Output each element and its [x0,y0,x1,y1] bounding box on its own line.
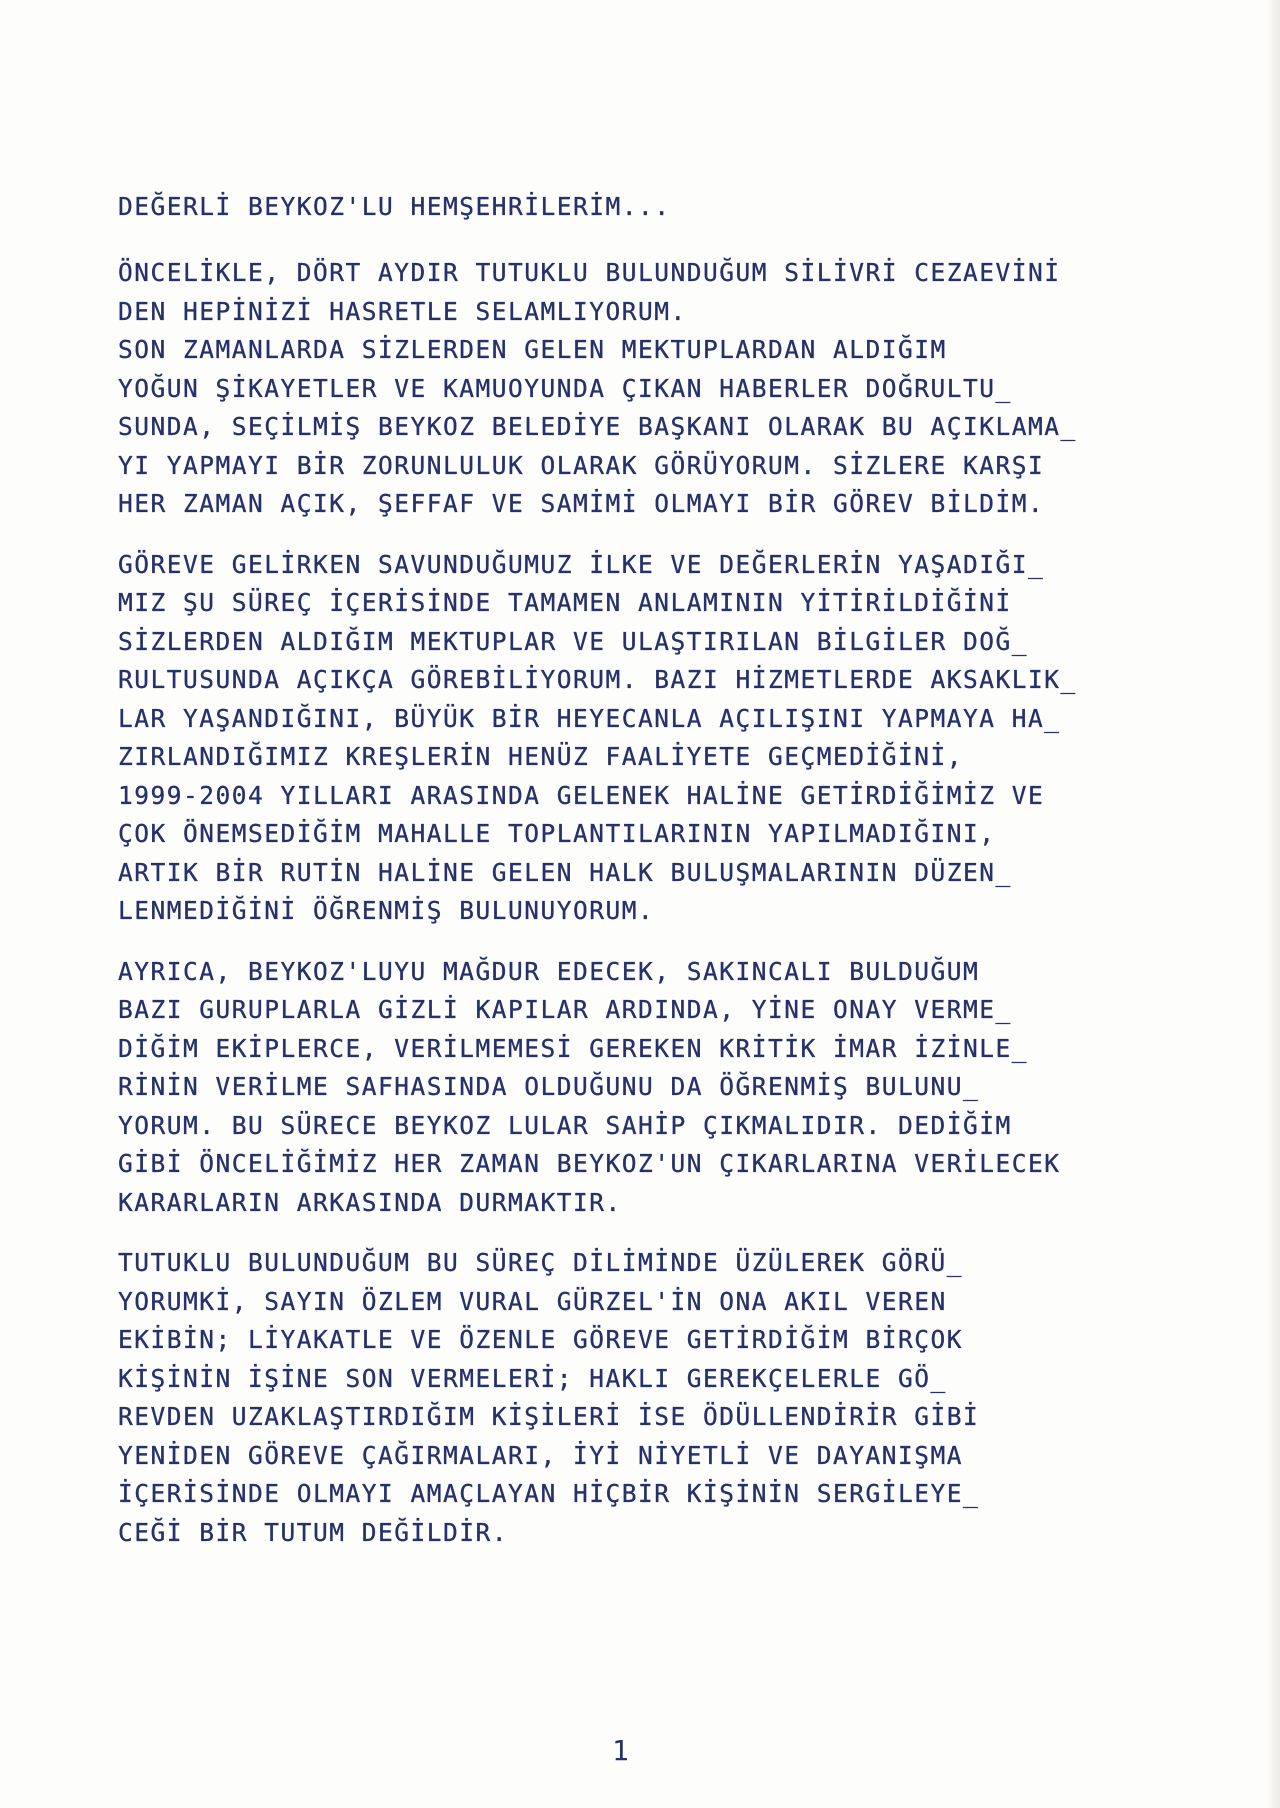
paragraph-line: HER ZAMAN AÇIK, ŞEFFAF VE SAMİMİ OLMAYI BİR GÖREV BİLDİM. [118,489,1045,518]
paragraph-line: YENİDEN GÖREVE ÇAĞIRMALARI, İYİ NİYETLİ VE DAYANIŞMA [118,1440,964,1470]
paragraph-line: LAR YAŞANDIĞINI, BÜYÜK BİR HEYECANLA AÇILIŞINI YAPMAYA HA_ [118,703,1061,733]
paragraph-4 [118,1244,1228,1552]
paragraph-3 [118,953,1228,1223]
page-number: 1 [612,1734,629,1767]
paragraph-line: SON ZAMANLARDA SİZLERDEN GELEN MEKTUPLARDAN ALDIĞIM [118,335,947,364]
paragraph-line: ÖNCELİKLE, DÖRT AYDIR TUTUKLU BULUNDUĞUM SİLİVRİ CEZAEVİNİ [118,258,1061,287]
paragraph-line: DEN HEPİNİZİ HASRETLE SELAMLIYORUM. [118,296,687,326]
paragraph-line: RİNİN VERİLME SAFHASINDA OLDUĞUNU DA ÖĞRENMİŞ BULUNU_ [118,1072,980,1101]
paragraph-line: İÇERİSİNDE OLMAYI AMAÇLAYAN HİÇBİR KİŞİNİN SERGİLEYE_ [118,1479,980,1508]
paragraph-line: YORUMKİ, SAYIN ÖZLEM VURAL GÜRZEL'İN ONA AKIL VEREN [118,1286,947,1316]
paragraph-line: BAZI GURUPLARLA GİZLİ KAPILAR ARDINDA, YİNE ONAY VERME_ [118,995,1012,1024]
paragraph-line: YORUM. BU SÜRECE BEYKOZ LULAR SAHİP ÇIKMALIDIR. DEDİĞİM [118,1110,1012,1140]
paragraph-line: ÇOK ÖNEMSEDİĞİM MAHALLE TOPLANTILARININ YAPILMADIĞINI, [118,819,996,848]
page-edge-shadow [1266,0,1280,1808]
paragraph-line: YOĞUN ŞİKAYETLER VE KAMUOYUNDA ÇIKAN HABERLER DOĞRULTU_ [118,373,1012,403]
paragraph-1 [118,254,1228,524]
paragraph-line: ZIRLANDIĞIMIZ KREŞLERİN HENÜZ FAALİYETE GEÇMEDİĞİNİ, [118,742,964,771]
paragraph-line: REVDEN UZAKLAŞTIRDIĞIM KİŞİLERİ İSE ÖDÜLLENDİRİR GİBİ [118,1402,980,1431]
paragraph-line: GÖREVE GELİRKEN SAVUNDUĞUMUZ İLKE VE DEĞERLERİN YAŞADIĞI_ [118,549,1045,579]
letter-greeting: DEĞERLİ BEYKOZ'LU HEMŞEHRİLERİM... [118,192,671,221]
paragraph-line: ARTIK BİR RUTİN HALİNE GELEN HALK BULUŞMALARININ DÜZEN_ [118,857,1012,887]
paragraph-line: 1999-2004 YILLARI ARASINDA GELENEK HALİNE GETİRDİĞİMİZ VE [118,780,1045,810]
paragraph-line: AYRICA, BEYKOZ'LUYU MAĞDUR EDECEK, SAKINCALI BULDUĞUM [118,956,980,986]
paragraph-line: RULTUSUNDA AÇIKÇA GÖREBİLİYORUM. BAZI HİZMETLERDE AKSAKLIK_ [118,665,1077,694]
paragraph-line: CEĞİ BİR TUTUM DEĞİLDİR. [118,1517,509,1547]
paragraph-line: EKİBİN; LİYAKATLE VE ÖZENLE GÖREVE GETİRDİĞİM BİRÇOK [118,1325,964,1354]
paragraph-line: SİZLERDEN ALDIĞIM MEKTUPLAR VE ULAŞTIRILAN BİLGİLER DOĞ_ [118,626,1029,656]
paragraph-line: DİĞİM EKİPLERCE, VERİLMEMESİ GEREKEN KRİTİK İMAR İZİNLE_ [118,1033,1029,1063]
paragraph-line: KARARLARIN ARKASINDA DURMAKTIR. [118,1187,622,1217]
letter-body [118,188,1228,1574]
paragraph-2 [118,546,1228,931]
paragraph-line: TUTUKLU BULUNDUĞUM BU SÜREÇ DİLİMİNDE ÜZÜLEREK GÖRÜ_ [118,1248,964,1277]
paragraph-line: SUNDA, SEÇİLMİŞ BEYKOZ BELEDİYE BAŞKANI OLARAK BU AÇIKLAMA_ [118,412,1077,441]
paragraph-line: KİŞİNİN İŞİNE SON VERMELERİ; HAKLI GEREKÇELERLE GÖ_ [118,1363,947,1393]
paragraph-line: MIZ ŞU SÜREÇ İÇERİSİNDE TAMAMEN ANLAMININ YİTİRİLDİĞİNİ [118,588,1012,617]
paragraph-line: LENMEDİĞİNİ ÖĞRENMİŞ BULUNUYORUM. [118,896,655,925]
paragraph-line: YI YAPMAYI BİR ZORUNLULUK OLARAK GÖRÜYORUM. SİZLERE KARŞI [118,450,1045,480]
paragraph-line: GİBİ ÖNCELİĞİMİZ HER ZAMAN BEYKOZ'UN ÇIKARLARINA VERİLECEK [118,1149,1061,1178]
